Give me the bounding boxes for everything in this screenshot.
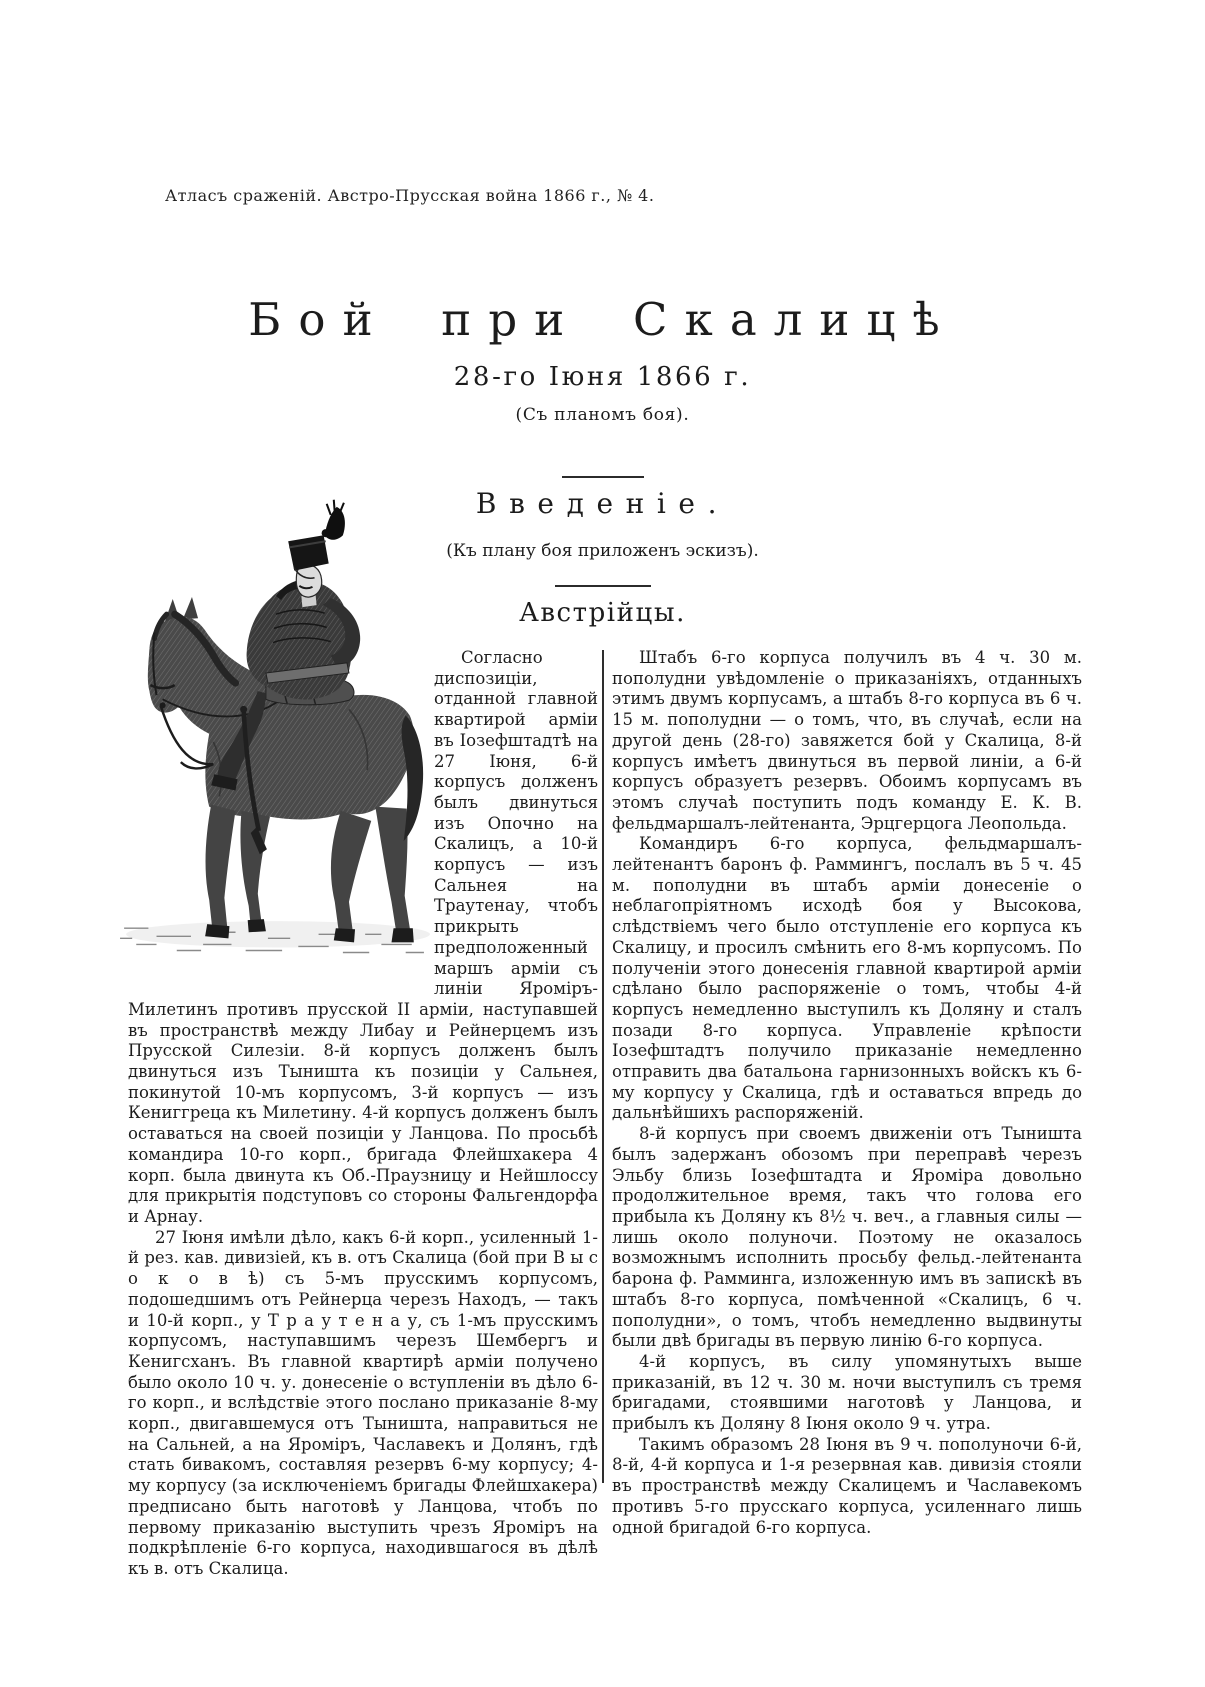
separator-rule	[555, 585, 651, 587]
paragraph: Командиръ 6-го корпуса, фельдмаршалъ-лейтенантъ баронъ ф. Раммингъ, послалъ въ 5 ч. 45 м. пополудни въ штабъ арміи донесеніе о неблагопріятномъ исходѣ боя у Высокова, слѣдствіемъ чего было отступленіе его корпуса къ Скалицу, и просилъ смѣнить его 8-мъ корпусомъ. По полученіи этого донесенія главной квартирой арміи сдѣлано было распоряженіе о томъ, чтобы 4-й корпусъ немедленно выступилъ къ Доляну и сталъ позади 8-го корпуса. Управленіе крѣпости Іозефштадтъ получило приказаніе немедленно отправить два батальона гарнизонныхъ войскъ къ 6-му корпусу у Скалица, гдѣ и оставаться впредь до дальнѣйшихъ распоряженій.	[612, 834, 1082, 1123]
column-divider-line	[602, 650, 604, 1483]
plan-note: (Съ планомъ боя).	[515, 405, 690, 425]
section-heading-introduction: Введеніе.	[475, 487, 730, 520]
paragraph: 8-й корпусъ при своемъ движеніи отъ Тыништа былъ задержанъ обозомъ при переправѣ черезъ Эльбу близь Іозефштадта и Яроміра довольно продолжительное время, такъ что голова его прибыла къ Доляну къ 8½ ч. веч., а главныя силы — лишь около полуночи. Поэтому не оказалось возможнымъ исполнить просьбу фельд.-лейтенанта барона ф. Рамминга, изложенную имъ въ запискѣ въ штабъ 8-го корпуса, помѣченной «Скалицъ, 6 ч. пополудни», о томъ, чтобъ немедленно выдвинуты были двѣ бригады въ первую линію 6-го корпуса.	[612, 1124, 1082, 1351]
date-line: 28-го Іюня 1866 г.	[453, 362, 752, 392]
paragraph: 4-й корпусъ, въ силу упомянутыхъ выше приказаній, въ 12 ч. 30 м. ночи выступилъ съ тремя бригадами, стоявшими наготовѣ у Ланцова, и прибылъ къ Доляну 8 Іюня около 9 ч. утра.	[612, 1351, 1082, 1434]
page-title: Бой при Скалицѣ	[248, 293, 957, 346]
separator-rule	[562, 476, 644, 478]
paragraph: Штабъ 6-го корпуса получилъ въ 4 ч. 30 м. пополудни увѣдомленіе о приказаніяхъ, отданныхъ этимъ двумъ корпусамъ, а штабъ 8-го корпуса въ 6 ч. 15 м. пополудни — о томъ, что, въ случаѣ, если на другой день (28-го) завяжется бой у Скалица, 8-й корпусъ имѣетъ двинуться въ первой линіи, а 6-й корпусъ образуетъ резервъ. Обоимъ корпусамъ въ этомъ случаѣ поступить подъ команду Е. К. В. фельдмаршалъ-лейтенанта, Эрцгерцога Леопольда.	[612, 648, 1082, 833]
sketch-note: (Къ плану боя приложенъ эскизъ).	[446, 541, 759, 561]
left-column	[128, 648, 598, 1580]
illustration-spacer	[128, 648, 434, 986]
subsection-heading-austrians: Австрійцы.	[519, 598, 686, 628]
right-column	[612, 648, 1082, 1538]
paragraph: 27 Іюня имѣли дѣло, какъ 6-й корп., усиленный 1-й рез. кав. дивизіей, къ в. отъ Скалица (бой при В ы с о к о в ѣ) съ 5-мъ прусскимъ корпусомъ, подошедшимъ отъ Рейнерца черезъ Находъ, — такъ и 10-й корп., у Т р а у т е н а у, съ 1-мъ прусскимъ корпусомъ, наступавшимъ черезъ Шембергъ и Кенигсханъ. Въ главной квартирѣ арміи получено было около 10 ч. у. донесеніе о вступленіи въ дѣло 6-го корп., и вслѣдствіе этого послано приказаніе 8-му корп., двигавшемуся отъ Тыништа, направиться не на Сальней, а на Яроміръ, Чаславекъ и Долянъ, гдѣ стать бивакомъ, составляя резервъ 6-му корпусу; 4-му корпусу (за исключеніемъ бригады Флейшхакера) предписано быть наготовѣ у Ланцова, чтобъ по первому приказанію выступить чрезъ Яроміръ на подкрѣпленіе 6-го корпуса, находившагося въ дѣлѣ къ в. отъ Скалица.	[128, 1227, 598, 1578]
paragraph: Согласно диспозиціи, отданной главной квартирой арміи въ Іозефштадтѣ на 27 Іюня, 6-й корпусъ долженъ былъ двинуться изъ Опочно на Скалицъ, а 10-й корпусъ — изъ Сальнея на Траутенау, чтобъ прикрыть предположенный маршъ арміи съ линіи Яроміръ-Милетинъ противъ прусской II арміи, наступавшей въ пространствѣ между Либау и Рейнерцемъ изъ Прусской Силезіи. 8-й корпусъ долженъ былъ двинуться изъ Тыништа къ позиціи у Сальнея, покинутой 10-мъ корпусомъ, 3-й корпусъ — изъ Кениггреца къ Милетину. 4-й корпусъ долженъ былъ оставаться на своей позиціи у Ланцова. По просьбѣ командира 10-го корп., бригада Флейшхакера 4 корп. была двинута къ Об.-Праузницу и Нейшлоссу для прикрытія подступовъ со стороны Фальгендорфа и Арнау.	[128, 648, 598, 1226]
paragraph: Такимъ образомъ 28 Іюня въ 9 ч. пополуночи 6-й, 8-й, 4-й корпуса и 1-я резервная кав. дивизія стояли въ пространствѣ между Скалицемъ и Чаславекомъ противъ 5-го прусскаго корпуса, усиленнаго лишь одной бригадой 6-го корпуса.	[612, 1434, 1082, 1537]
atlas-header-line: Атласъ сраженій. Австро-Прусская война 1866 г., № 4.	[165, 186, 655, 205]
